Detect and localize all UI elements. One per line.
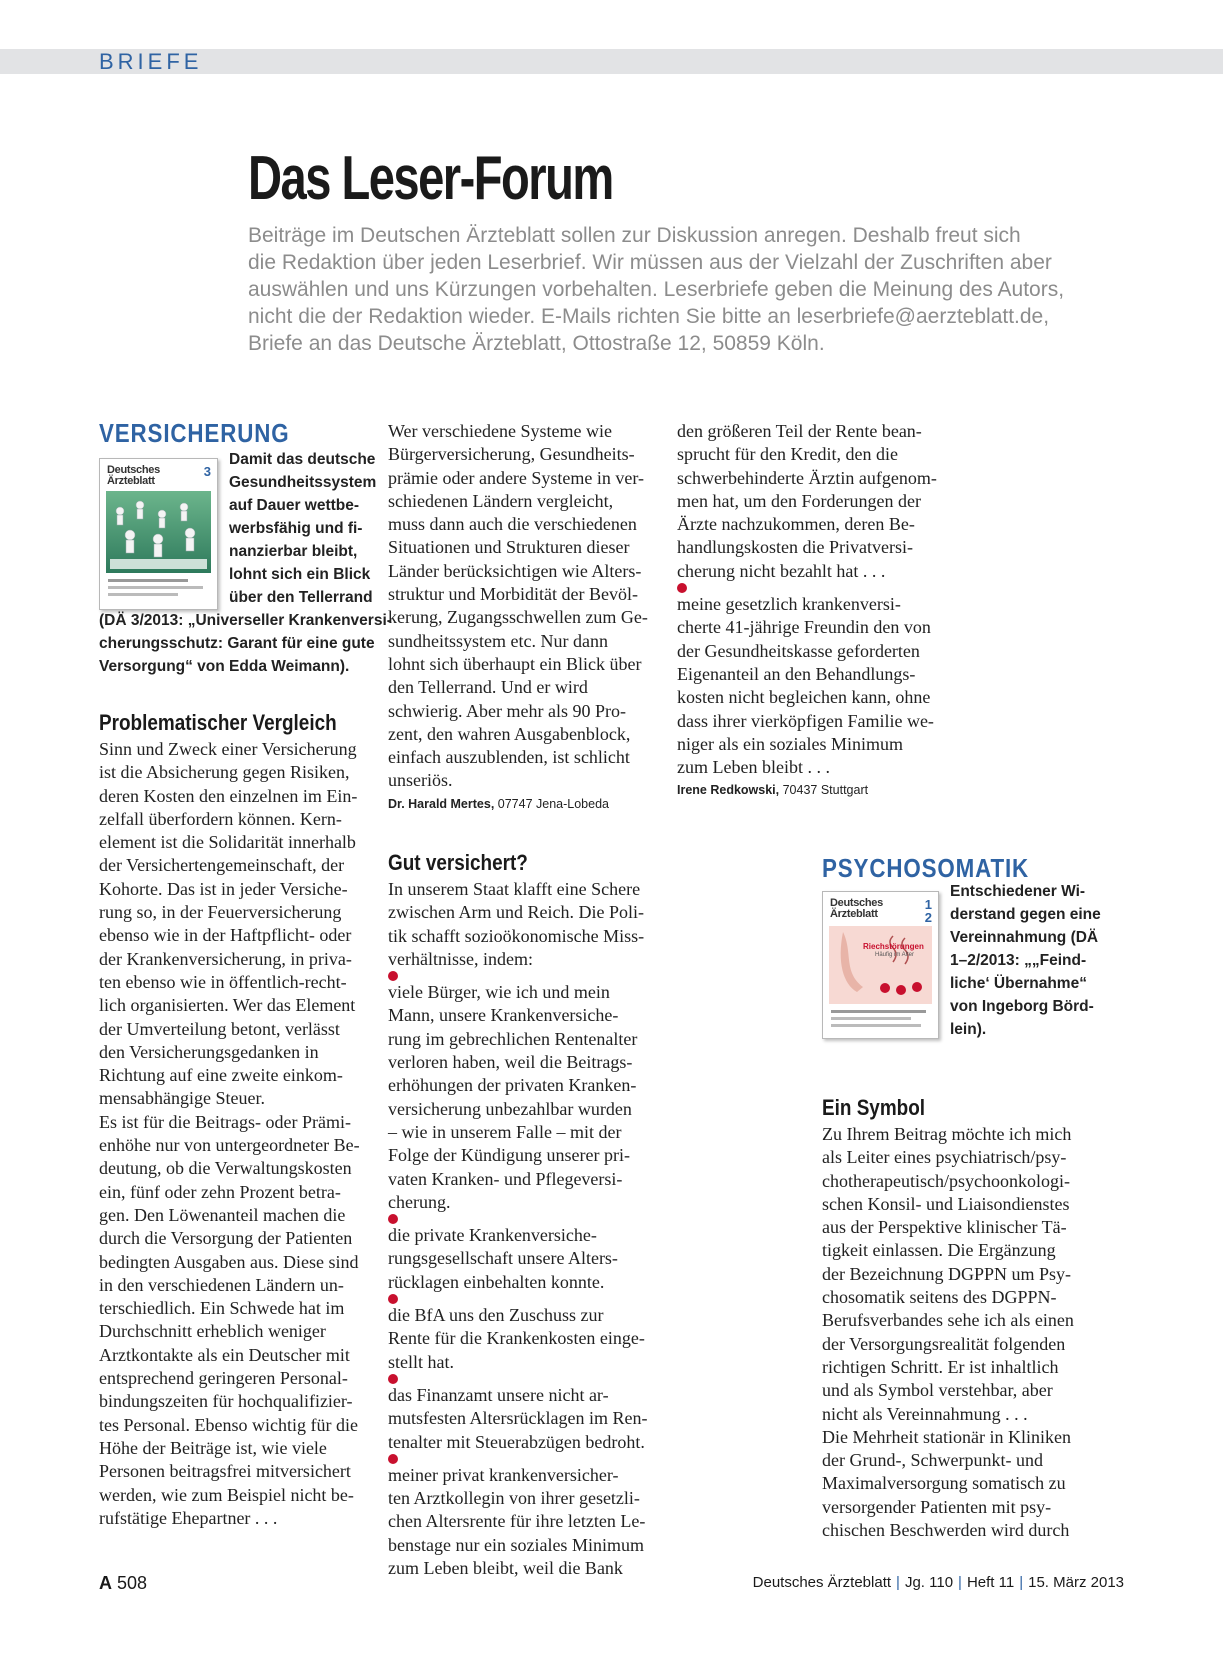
- versicherung-reference-cont: [99, 609, 392, 678]
- body-line: ist die Absicherung gegen Risiken,: [99, 762, 350, 783]
- body-line: chosomatik seitens des DGPPN-: [822, 1287, 1057, 1308]
- reference-line: cherungsschutz: Garant für eine gute: [99, 635, 375, 652]
- psychosomatik-reference: [950, 880, 1100, 1041]
- letter-heading: Problematischer Vergleich: [99, 710, 337, 735]
- body-line: viele Bürger, wie ich und mein: [388, 971, 663, 1004]
- body-line: erhöhungen der privaten Kranken-: [388, 1075, 637, 1096]
- body-line: durch die Versorgung der Patienten: [99, 1228, 353, 1249]
- body-line: men hat, um den Forderungen der: [677, 490, 921, 511]
- body-line: lohnt sich überhaupt ein Blick über: [388, 653, 642, 674]
- body-line: gen. Den Löwenanteil machen die: [99, 1204, 346, 1225]
- intro-line: auswählen und uns Kürzungen vorbehalten. Leserbriefe geben die Meinung des Autors,: [248, 278, 1065, 301]
- bullet-icon: [677, 583, 687, 593]
- cover-subtitle: Häufig im Alter: [875, 952, 915, 958]
- reference-line: Gesundheitssystem: [229, 474, 377, 491]
- body-line: das Finanzamt unsere nicht ar-: [388, 1374, 663, 1407]
- body-line: Es ist für die Beitrags- oder Prämi-: [99, 1111, 351, 1132]
- body-line: Ärzte nachzukommen, deren Be-: [677, 514, 915, 535]
- reference-line: Versorgung“ von Edda Weimann).: [99, 658, 350, 675]
- body-line: chen Altersrente für ihre letzten Le-: [388, 1511, 646, 1532]
- body-line: rung im gebrechlichen Rentenalter: [388, 1028, 638, 1049]
- body-line: schwierig. Aber mehr als 90 Pro-: [388, 700, 626, 721]
- body-line: rufstätige Ehepartner . . .: [99, 1507, 278, 1528]
- letter-body: [677, 420, 952, 779]
- bullet-icon: [388, 1294, 398, 1304]
- footer-volume: Jg. 110: [904, 1574, 954, 1591]
- letter-body: [388, 878, 663, 1580]
- body-line: Die Mehrheit stationär in Kliniken: [822, 1426, 1071, 1447]
- intro-line: nicht die der Redaktion wieder. E-Mails richten Sie bitte an leserbriefe@aerzteblatt.de,: [248, 305, 1050, 328]
- letter-2: [388, 848, 663, 1580]
- body-line: schen Konsil- und Liaisondienstes: [822, 1193, 1070, 1214]
- body-line: Berufsverbandes sehe ich als einen: [822, 1310, 1074, 1331]
- reference-line: liche‘ Übernahme“: [950, 975, 1087, 992]
- body-line: den Tellerrand. Und er wird: [388, 677, 588, 698]
- intro-line: Briefe an das Deutsche Ärzteblatt, Ottostraße 12, 50859 Köln.: [248, 332, 825, 355]
- body-line: in den verschiedenen Ländern un-: [99, 1274, 344, 1295]
- cover-artwork: [823, 892, 938, 1038]
- reference-line: auf Dauer wettbe-: [229, 497, 360, 514]
- body-line: der Versorgungsrealität folgenden: [822, 1333, 1066, 1354]
- column-4: [822, 853, 1102, 883]
- body-line: einfach auszublenden, ist schlicht: [388, 747, 630, 768]
- reference-line: nanzierbar bleibt,: [229, 543, 358, 560]
- body-line: struktur und Morbidität der Bevöl-: [388, 584, 638, 605]
- reference-line: Damit das deutsche: [229, 451, 376, 468]
- reference-line: 1–2/2013: „„Feind-: [950, 952, 1087, 969]
- body-line: rücklagen einbehalten konnte.: [388, 1271, 605, 1292]
- letter-body: [99, 738, 374, 1530]
- body-line: – wie in unserem Falle – mit der: [388, 1121, 622, 1142]
- section-label: BRIEFE: [99, 49, 203, 74]
- body-line: Länder berücksichtigen wie Alters-: [388, 560, 642, 581]
- body-line: unseriös.: [388, 770, 453, 791]
- body-line: Mann, unsere Krankenversiche-: [388, 1005, 619, 1026]
- body-line: ten ebenso wie in öffentlich-recht-: [99, 971, 347, 992]
- letter-heading: Gut versichert?: [388, 850, 528, 875]
- body-line: sundheitssystem etc. Nur dann: [388, 630, 608, 651]
- body-line: enhöhe nur von untergeordneter Be-: [99, 1135, 360, 1156]
- body-line: die private Krankenversiche-: [388, 1214, 663, 1247]
- column-1: [99, 418, 369, 448]
- body-line: muss dann auch die verschiedenen: [388, 514, 637, 535]
- body-line: Bürgerversicherung, Gesundheits-: [388, 444, 635, 465]
- body-line: der Grund-, Schwerpunkt- und: [822, 1450, 1043, 1471]
- cover-brand: Deutsches Ärzteblatt: [107, 464, 160, 487]
- reference-line: (DÄ 3/2013: „Universeller Krankenversi-: [99, 612, 392, 629]
- intro-text: [248, 222, 1128, 357]
- body-line: verhältnisse, indem:: [388, 948, 533, 969]
- body-line: sprucht für den Kredit, den die: [677, 444, 898, 465]
- body-line: Durchschnitt erheblich weniger: [99, 1321, 326, 1342]
- body-line: handlungskosten die Privatversi-: [677, 537, 913, 558]
- body-line: meine gesetzlich krankenversi-: [677, 583, 952, 616]
- letter-signature: Dr. Harald Mertes, 07747 Jena-Lobeda: [388, 796, 609, 811]
- body-line: Sinn und Zweck einer Versicherung: [99, 739, 357, 759]
- body-line: cherte 41-jährige Freundin den von: [677, 617, 931, 638]
- body-line: mensabhängige Steuer.: [99, 1088, 265, 1109]
- body-line: benstage nur ein soziales Minimum: [388, 1534, 644, 1555]
- body-line: chotherapeutisch/psychoonkologi-: [822, 1170, 1070, 1191]
- body-line: dass ihrer vierköpfigen Familie we-: [677, 710, 934, 731]
- body-line: stellt hat.: [388, 1351, 454, 1372]
- body-line: tik schafft sozioökonomische Miss-: [388, 925, 645, 946]
- body-line: Höhe der Beiträge ist, wie viele: [99, 1437, 327, 1458]
- body-line: zent, den wahren Ausgabenblock,: [388, 723, 631, 744]
- body-line: kosten nicht begleichen kann, ohne: [677, 687, 931, 708]
- reference-line: werbsfähig und fi-: [229, 520, 363, 537]
- body-line: zum Leben bleibt, weil die Bank: [388, 1558, 623, 1579]
- intro-line: Beiträge im Deutschen Ärzteblatt sollen zur Diskussion anregen. Deshalb freut sich: [248, 224, 1021, 247]
- letter-1: [99, 708, 374, 1530]
- reference-line: von Ingeborg Börd-: [950, 998, 1094, 1015]
- body-line: ein, fünf oder zehn Prozent betra-: [99, 1181, 341, 1202]
- body-line: tes Personal. Ebenso wichtig für die: [99, 1414, 358, 1435]
- body-line: schwerbehinderte Ärztin aufgenom-: [677, 467, 937, 488]
- bullet-icon: [388, 971, 398, 981]
- category-heading-psychosomatik: PSYCHOSOMATIK: [822, 853, 1030, 883]
- body-line: der Versichertengemeinschaft, der: [99, 855, 345, 876]
- body-line: der Gesundheitskasse geforderten: [677, 640, 920, 661]
- body-line: vaten Kranken- und Pflegeversi-: [388, 1168, 623, 1189]
- letter-heading: Ein Symbol: [822, 1095, 926, 1120]
- cover-artwork: [100, 459, 217, 609]
- body-line: tenalter mit Steuerabzügen bedroht.: [388, 1431, 645, 1452]
- body-line: deutung, ob die Verwaltungskosten: [99, 1158, 352, 1179]
- category-heading-versicherung: VERSICHERUNG: [99, 418, 290, 448]
- cover-issue-number: 1 2: [924, 897, 932, 925]
- body-line: Situationen und Strukturen dieser: [388, 537, 630, 558]
- body-line: prämie oder andere Systeme in ver-: [388, 467, 645, 488]
- body-line: der Krankenversicherung, in priva-: [99, 948, 352, 969]
- body-line: verloren haben, weil die Beitrags-: [388, 1052, 633, 1073]
- body-line: rung so, in der Feuerversicherung: [99, 902, 342, 923]
- body-line: rungsgesellschaft unsere Alters-: [388, 1248, 618, 1269]
- body-line: mutsfesten Altersrücklagen im Ren-: [388, 1408, 648, 1429]
- body-line: ebenso wie in der Haftpflicht- oder: [99, 925, 352, 946]
- body-line: Richtung auf eine zweite einkom-: [99, 1065, 343, 1086]
- footer-issue: Heft 11: [966, 1574, 1015, 1591]
- body-line: ten Arztkollegin von ihrer gesetzli-: [388, 1488, 640, 1509]
- body-line: zum Leben bleibt . . .: [677, 757, 830, 778]
- cover-issue-number: 3: [203, 464, 211, 479]
- cover-title: Riechstörungen: [863, 942, 924, 951]
- column-3: [677, 420, 952, 801]
- letter-3: [822, 1093, 1112, 1542]
- body-line: cherung.: [388, 1191, 451, 1212]
- letter-signature: Irene Redkowski, 70437 Stuttgart: [677, 783, 869, 798]
- body-line: tigkeit einlassen. Die Ergänzung: [822, 1240, 1056, 1261]
- body-line: als Leiter eines psychiatrisch/psy-: [822, 1147, 1067, 1168]
- body-line: den Versicherungsgedanken in: [99, 1041, 319, 1062]
- reference-line: Entschiedener Wi-: [950, 883, 1086, 900]
- body-line: Eigenanteil an den Behandlungs-: [677, 663, 916, 684]
- bullet-icon: [388, 1374, 398, 1384]
- body-line: Maximalversorgung somatisch zu: [822, 1473, 1066, 1494]
- page-number: A 508: [99, 1573, 148, 1593]
- footer-date: 15. März 2013: [1028, 1574, 1124, 1591]
- body-line: lich organisierten. Wer das Element: [99, 995, 356, 1016]
- reference-line: Vereinnahmung (DÄ: [950, 929, 1099, 946]
- body-line: werden, wie zum Beispiel nicht be-: [99, 1484, 354, 1505]
- footer-journal: Deutsches Ärzteblatt: [752, 1574, 892, 1591]
- body-line: deren Kosten den einzelnen im Ein-: [99, 785, 358, 806]
- page-title: Das Leser-Forum: [248, 144, 613, 213]
- intro-line: die Redaktion über jeden Leserbrief. Wir müssen aus der Vielzahl der Zuschriften aber: [248, 251, 1052, 274]
- body-line: Wer verschiedene Systeme wie: [388, 421, 612, 441]
- body-line: In unserem Staat klafft eine Schere: [388, 879, 641, 899]
- letter-body: [822, 1123, 1112, 1542]
- reference-line: derstand gegen eine: [950, 906, 1101, 923]
- body-line: bedingten Ausgaben aus. Diese sind: [99, 1251, 359, 1272]
- body-line: Folge der Kündigung unserer pri-: [388, 1145, 630, 1166]
- body-line: nicht als Vereinnahmung . . .: [822, 1403, 1028, 1424]
- body-line: terschiedlich. Ein Schwede hat im: [99, 1298, 345, 1319]
- body-line: versorgender Patienten mit psy-: [822, 1496, 1052, 1517]
- body-line: cherung nicht bezahlt hat . . .: [677, 560, 886, 581]
- body-line: chischen Beschwerden wird durch: [822, 1520, 1070, 1541]
- column-2: [388, 420, 663, 815]
- body-line: kerung, Zugangsschwellen zum Ge-: [388, 607, 648, 628]
- footer-citation: Deutsches Ärzteblatt | Jg. 110 | Heft 11 | 15. März 2013: [752, 1574, 1124, 1591]
- body-line: Zu Ihrem Beitrag möchte ich mich: [822, 1124, 1072, 1144]
- body-line: schiedenen Ländern vergleicht,: [388, 490, 614, 511]
- body-line: Kohorte. Das ist in jeder Versiche-: [99, 878, 348, 899]
- body-line: und als Symbol verstehbar, aber: [822, 1380, 1053, 1401]
- body-line: meiner privat krankenversicher-: [388, 1454, 663, 1487]
- body-line: richtigen Schritt. Er ist inhaltlich: [822, 1356, 1059, 1377]
- body-line: niger als ein soziales Minimum: [677, 733, 903, 754]
- body-line: der Bezeichnung DGPPN um Psy-: [822, 1263, 1071, 1284]
- body-line: den größeren Teil der Rente bean-: [677, 421, 922, 441]
- body-line: der Umverteilung betont, verlässt: [99, 1018, 340, 1039]
- cover-brand: Deutsches Ärzteblatt: [830, 897, 883, 920]
- journal-cover-image: [99, 458, 218, 610]
- body-line: zelfall überfordern können. Kern-: [99, 808, 342, 829]
- bullet-icon: [388, 1454, 398, 1464]
- body-line: entsprechend geringeren Personal-: [99, 1368, 348, 1389]
- letter-body: [388, 420, 663, 793]
- body-line: Arztkontakte als ein Deutscher mit: [99, 1344, 350, 1365]
- versicherung-reference: [229, 448, 377, 609]
- body-line: element ist die Solidarität innerhalb: [99, 832, 356, 853]
- body-line: die BfA uns den Zuschuss zur: [388, 1294, 663, 1327]
- body-line: Personen beitragsfrei mitversichert: [99, 1461, 351, 1482]
- reference-line: lohnt sich ein Blick: [229, 566, 371, 583]
- bullet-icon: [388, 1214, 398, 1224]
- body-line: aus der Perspektive klinischer Tä-: [822, 1217, 1067, 1238]
- reference-line: lein).: [950, 1021, 987, 1038]
- body-line: bindungszeiten für hochqualifizier-: [99, 1391, 353, 1412]
- journal-cover-image: [822, 891, 939, 1039]
- body-line: zwischen Arm und Reich. Die Poli-: [388, 902, 644, 923]
- body-line: versicherung unbezahlbar wurden: [388, 1098, 632, 1119]
- reference-line: über den Tellerrand: [229, 589, 373, 606]
- body-line: Rente für die Krankenkosten einge-: [388, 1328, 645, 1349]
